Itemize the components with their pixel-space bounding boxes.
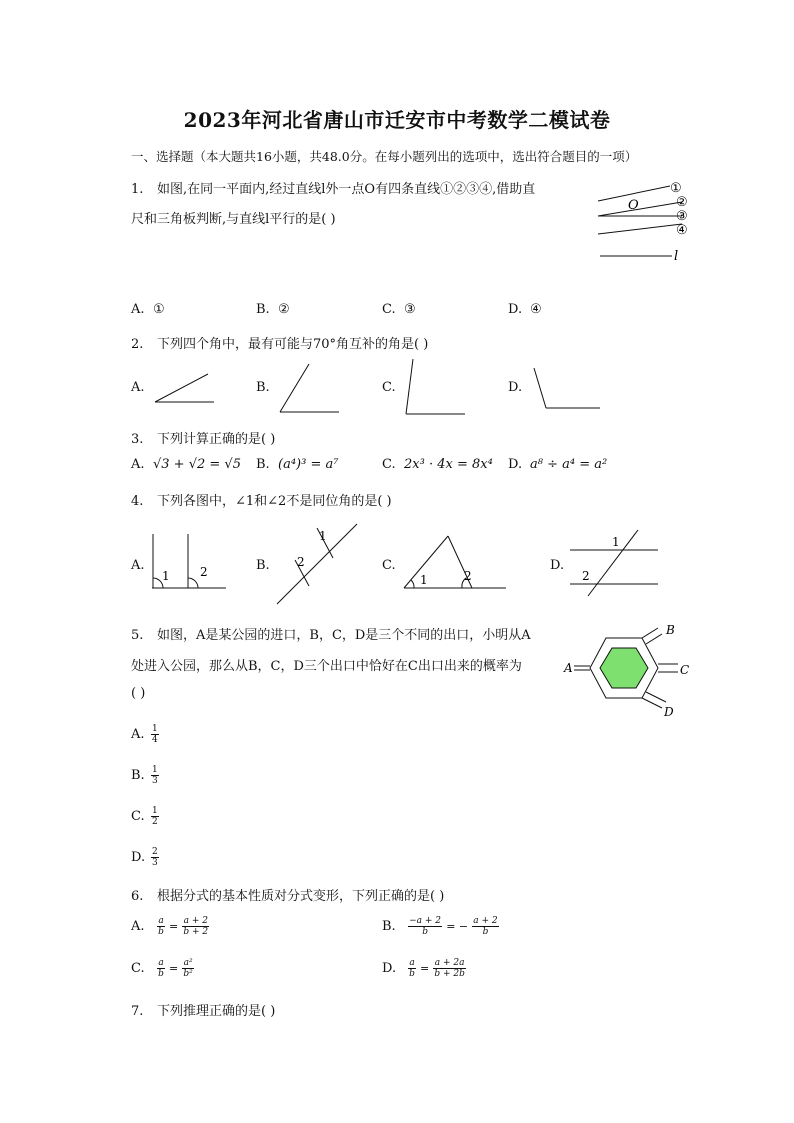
question-4: 4. 下列各图中，∠1和∠2不是同位角的是( ): [131, 494, 392, 509]
line-label-1: ①: [670, 181, 682, 196]
exit-d-label: D: [664, 705, 674, 719]
q4-figure-c: [400, 532, 510, 592]
q1-option-c[interactable]: C. ③: [382, 302, 416, 317]
question-text: 下列计算正确的是( ): [157, 432, 276, 447]
svg-text:1: 1: [319, 529, 327, 543]
q5-park-figure: [560, 618, 700, 722]
q1-option-a[interactable]: A. ①: [131, 302, 165, 317]
question-3: 3. 下列计算正确的是( ): [131, 432, 276, 447]
q3-option-a[interactable]: A. √3 + √2 = √5: [131, 457, 241, 472]
question-7: 7. 下列推理正确的是( ): [131, 1004, 276, 1019]
exit-c-label: C: [680, 663, 690, 677]
svg-text:1: 1: [612, 535, 620, 549]
svg-text:2: 2: [464, 569, 472, 583]
question-1-line2: 尺和三角板判断,与直线l平行的是( ): [131, 212, 336, 227]
q2-angle-c: [403, 356, 469, 418]
svg-text:1: 1: [162, 569, 170, 583]
line-label-3: ③: [676, 209, 688, 224]
q4-figure-b: [275, 520, 365, 608]
q1-option-b[interactable]: B. ②: [256, 302, 290, 317]
svg-text:1: 1: [420, 573, 428, 587]
line-label-2: ②: [676, 195, 688, 210]
q5-option-d[interactable]: D. $\frac{2}{3}$: [131, 847, 158, 868]
question-text: 如图，A是某公园的进口，B，C，D是三个不同的出口，小明从A: [157, 628, 531, 643]
svg-text:2: 2: [297, 555, 305, 569]
q1-lines-figure: [590, 176, 700, 264]
q4-option-a[interactable]: A.: [131, 558, 145, 573]
q2-option-d[interactable]: D.: [508, 380, 523, 395]
exit-b-label: B: [666, 623, 675, 637]
q6-option-a[interactable]: A. $\frac{a}{b}$ = $\frac{a + 2}{b + 2}$: [131, 916, 209, 937]
q6-option-c[interactable]: C. $\frac{a}{b}$ = $\frac{\text{a²}}{\text{b²}}$: [131, 958, 193, 979]
q2-angle-a: [152, 368, 218, 408]
question-text: 下列各图中，∠1和∠2不是同位角的是( ): [157, 494, 392, 509]
q1-option-d[interactable]: D. ④: [508, 302, 542, 317]
q3-option-b[interactable]: B. (a⁴)³ = a⁷: [256, 457, 339, 472]
svg-text:2: 2: [200, 565, 208, 579]
q6-option-b[interactable]: B. $\frac{-a + 2}{b}$ = − $\frac{a + 2}{b}$: [382, 916, 498, 937]
q5-option-b[interactable]: B. $\frac{1}{3}$: [131, 765, 158, 786]
line-l-label: l: [674, 249, 679, 264]
q5-option-a[interactable]: A. $\frac{1}{4}$: [131, 724, 158, 745]
section-heading: 一、选择题（本大题共16小题，共48.0分。在每小题列出的选项中，选出符合题目的一项）: [131, 149, 638, 164]
question-text: 下列推理正确的是( ): [157, 1004, 276, 1019]
point-o-label: O: [628, 198, 639, 213]
q6-option-d[interactable]: D. $\frac{a}{b}$ = $\frac{a + 2a}{b + 2b}$: [382, 958, 465, 979]
svg-text:2: 2: [582, 569, 590, 583]
question-5-line2: 处进入公园，那么从B，C，D三个出口中恰好在C出口出来的概率为: [131, 659, 522, 674]
line-label-4: ④: [676, 223, 688, 238]
q2-angle-d: [530, 364, 602, 412]
question-2: 2. 下列四个角中，最有可能与70°角互补的角是( ): [131, 337, 429, 352]
q2-angle-b: [277, 360, 343, 416]
q4-option-b[interactable]: B.: [256, 558, 270, 573]
question-number: 1.: [131, 182, 144, 197]
question-1-line1: [131, 178, 535, 197]
q4-option-d[interactable]: D.: [550, 558, 565, 573]
q2-option-c[interactable]: C.: [382, 380, 396, 395]
q4-option-c[interactable]: C.: [382, 558, 396, 573]
question-5-line1: 5. 如图，A是某公园的进口，B，C，D是三个不同的出口，小明从A: [131, 628, 531, 643]
question-6: 6. 根据分式的基本性质对分式变形，下列正确的是( ): [131, 889, 445, 904]
q2-option-b[interactable]: B.: [256, 380, 270, 395]
q2-option-a[interactable]: A.: [131, 380, 145, 395]
question-5-line3: ( ): [131, 686, 146, 701]
q5-option-c[interactable]: C. $\frac{1}{2}$: [131, 806, 158, 827]
page-title: 2023年河北省唐山市迁安市中考数学二模试卷: [183, 108, 611, 132]
question-text: 如图,在同一平面内,经过直线l外一点O有四条直线①②③④,借助直: [157, 182, 536, 197]
q3-option-c[interactable]: C. 2x³ · 4x = 8x⁴: [382, 457, 493, 472]
q4-figure-d: [568, 526, 660, 598]
question-text: 下列四个角中，最有可能与70°角互补的角是( ): [157, 337, 429, 352]
q3-option-d[interactable]: D. a⁸ ÷ a⁴ = a²: [508, 457, 608, 472]
entrance-a-label: A: [564, 661, 573, 675]
q4-figure-a: [148, 532, 228, 592]
question-text: 根据分式的基本性质对分式变形，下列正确的是( ): [157, 889, 445, 904]
